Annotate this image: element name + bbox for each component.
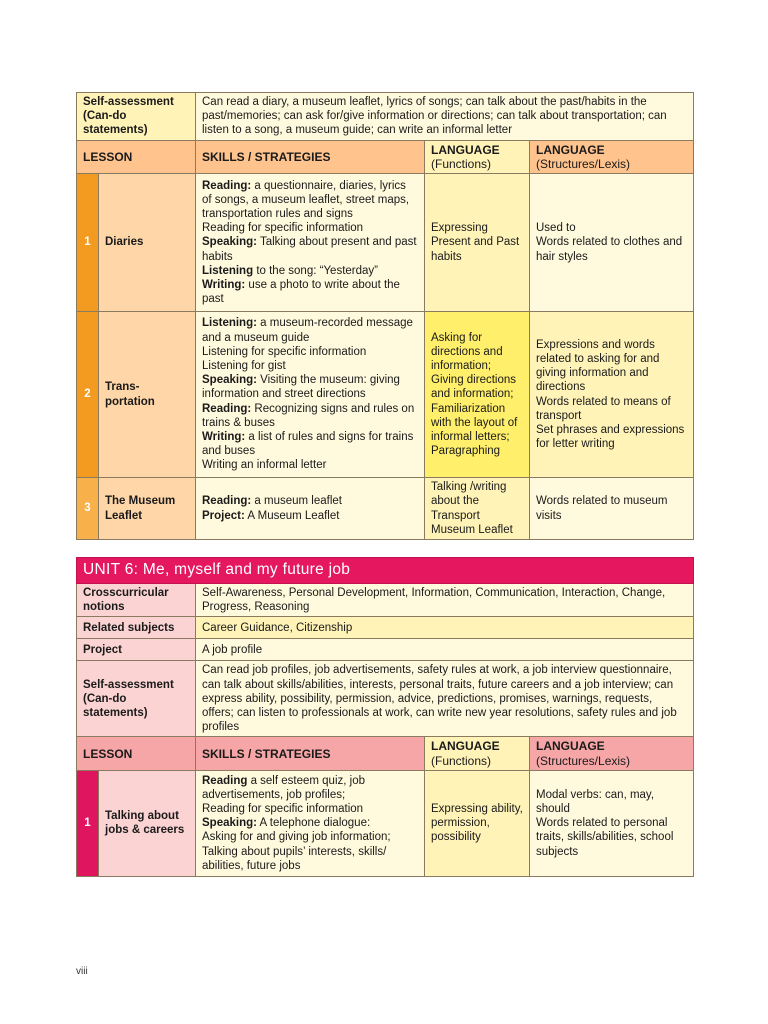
lesson-row (77, 174, 694, 312)
crosscurricular-text: Self-Awareness, Personal Development, Information, Communication, Interaction, Change, Progress, Reasoning (196, 584, 694, 617)
lesson-structures: Modal verbs: can, may, should Words related to personal traits, skills/abilities, school subjects (530, 770, 694, 876)
lesson-name: Diaries (99, 174, 196, 312)
lesson-functions: Asking for directions and information; Giving directions and information; Familiarization with the layout of informal letters; Paragraphing (425, 312, 530, 478)
language-functions-header: LANGUAGE (Functions) (425, 737, 530, 770)
lesson-skills: Reading: a questionnaire, diaries, lyrics of songs, a museum leaflet, street maps, transportation rules and signs Reading for specific information Speaking: Talking about present and past habits Listening to the song: “Yesterday” Writing: use a photo to write about the past (196, 174, 425, 312)
lesson-header: LESSON (77, 737, 196, 770)
self-assessment-text: Can read job profiles, job advertisements, safety rules at work, a job interview questionnaire, can talk about skills/abilities, interests, personal traits, future careers and a job interview; can express ability, possibility, permission, advice, predictions, promises, warnings, requests, offers; can listen to professionals at work, can write new year resolutions, safety rules and job profiles (196, 661, 694, 737)
skills-header: SKILLS / STRATEGIES (196, 140, 425, 173)
lesson-functions: Expressing Present and Past habits (425, 174, 530, 312)
related-subjects-text: Career Guidance, Citizenship (196, 617, 694, 639)
skills-header: SKILLS / STRATEGIES (196, 737, 425, 770)
self-assessment-label: Self-assessment (Can-do statements) (77, 93, 196, 141)
lesson-name: The Museum Leaflet (99, 478, 196, 540)
crosscurricular-label: Crosscurricular notions (77, 584, 196, 617)
self-assessment-text: Can read a diary, a museum leaflet, lyrics of songs; can talk about the past/habits in the past/memories; can ask for/give information or directions; can talk about transportation; can listen to a song, a museum guide; can write an informal letter (196, 93, 694, 141)
unit-title: UNIT 6: Me, myself and my future job (77, 558, 694, 584)
language-structures-header: LANGUAGE (Structures/Lexis) (530, 140, 694, 173)
unit5-syllabus-table (76, 92, 694, 540)
lesson-functions: Expressing ability, permission, possibility (425, 770, 530, 876)
lesson-skills: Reading a self esteem quiz, job advertisements, job profiles; Reading for specific information Speaking: A telephone dialogue: Asking for and giving job information; Talking about pupils’ interests, skills/ abilities, future jobs (196, 770, 425, 876)
lesson-skills: Listening: a museum-recorded message and a museum guide Listening for specific information Listening for gist Speaking: Visiting the museum: giving information and street directions Reading: Recognizing signs and rules on trains & buses Writing: a list of rules and signs for trains and buses Writing an informal letter (196, 312, 425, 478)
lesson-name: Trans-portation (99, 312, 196, 478)
lesson-number: 1 (77, 174, 99, 312)
lesson-name: Talking about jobs & careers (99, 770, 196, 876)
lesson-structures: Words related to museum visits (530, 478, 694, 540)
project-label: Project (77, 639, 196, 661)
lesson-structures: Expressions and words related to asking for and giving information and directions Words related to means of transport Set phrases and expressions for letter writing (530, 312, 694, 478)
project-text: A job profile (196, 639, 694, 661)
lesson-number: 2 (77, 312, 99, 478)
lesson-header: LESSON (77, 140, 196, 173)
page-number: viii (76, 966, 88, 977)
lesson-structures: Used to Words related to clothes and hair styles (530, 174, 694, 312)
language-functions-header: LANGUAGE (Functions) (425, 140, 530, 173)
lesson-row (77, 478, 694, 540)
language-structures-header: LANGUAGE (Structures/Lexis) (530, 737, 694, 770)
lesson-functions: Talking /writing about the Transport Museum Leaflet (425, 478, 530, 540)
related-subjects-label: Related subjects (77, 617, 196, 639)
lesson-row (77, 770, 694, 876)
unit6-syllabus-table (76, 557, 694, 877)
self-assessment-label: Self-assessment (Can-do statements) (77, 661, 196, 737)
lesson-number: 1 (77, 770, 99, 876)
lesson-skills: Reading: a museum leaflet Project: A Museum Leaflet (196, 478, 425, 540)
lesson-number: 3 (77, 478, 99, 540)
lesson-row (77, 312, 694, 478)
